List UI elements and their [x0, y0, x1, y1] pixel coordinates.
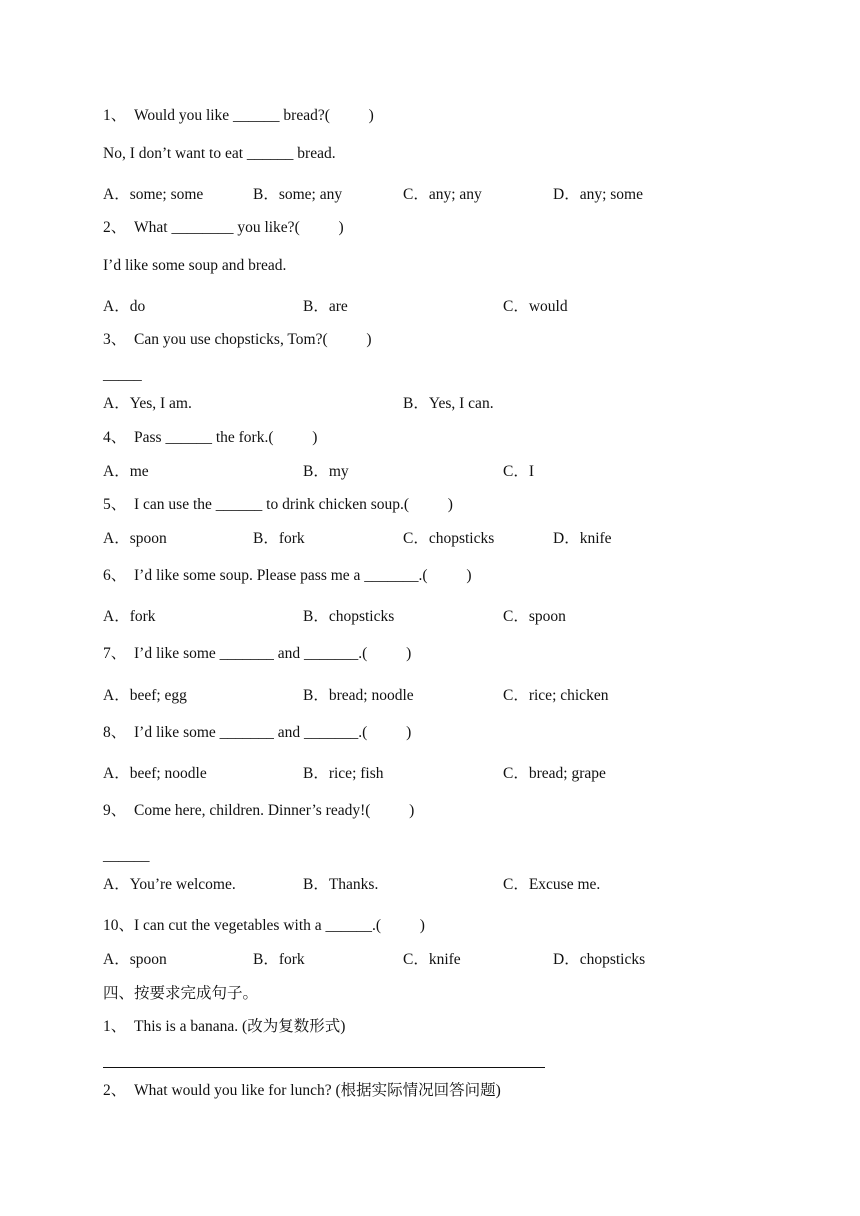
question-5-option-a: A．spoon [103, 530, 167, 547]
question-7-option-b: B．bread; noodle [303, 687, 414, 704]
question-3-option-b: B．Yes, I can. [403, 395, 494, 412]
answer-line[interactable] [103, 1067, 545, 1068]
question-8-option-b: B．rice; fish [303, 765, 384, 782]
question-6-option-b: B．chopsticks [303, 608, 395, 625]
question-7-option-c: C．rice; chicken [503, 687, 609, 704]
question-1-option-b: B．some; any [253, 186, 343, 203]
question-4-stem: 4、 Pass ______ the fork.( ) [103, 429, 318, 446]
question-1-option-a: A．some; some [103, 186, 204, 203]
question-2-option-a: A．do [103, 298, 146, 315]
question-5-stem: 5、 I can use the ______ to drink chicken soup.( ) [103, 496, 453, 513]
question-7-stem: 7、 I’d like some _______ and _______.( ) [103, 645, 412, 662]
question-10-option-b: B．fork [253, 951, 305, 968]
question-10-stem: 10、I can cut the vegetables with a ______.( ) [103, 917, 425, 934]
section-4-heading: 四、按要求完成句子。 [103, 985, 259, 1002]
question-5-option-b: B．fork [253, 530, 305, 547]
question-9-option-a: A．You’re welcome. [103, 876, 236, 893]
question-8-option-a: A．beef; noodle [103, 765, 207, 782]
question-3-stem: 3、 Can you use chopsticks, Tom?( ) [103, 331, 372, 348]
question-2-stem: 2、 What ________ you like?( ) [103, 219, 344, 236]
question-1-option-d: D．any; some [553, 186, 643, 203]
question-5-option-d: D．knife [553, 530, 612, 547]
question-8-option-c: C．bread; grape [503, 765, 606, 782]
question-9-answer-blank: ______ [103, 847, 150, 864]
question-6-option-a: A．fork [103, 608, 156, 625]
question-9-option-c: C．Excuse me. [503, 876, 601, 893]
section-4-item-1: 1、 This is a banana. (改为复数形式) [103, 1018, 346, 1035]
question-10-option-d: D．chopsticks [553, 951, 646, 968]
question-2-option-b: B．are [303, 298, 348, 315]
section-4-item-2: 2、 What would you like for lunch? (根据实际情况回答问题) [103, 1082, 501, 1099]
question-6-option-c: C．spoon [503, 608, 566, 625]
question-10-option-a: A．spoon [103, 951, 167, 968]
question-9-option-b: B．Thanks. [303, 876, 379, 893]
question-2-option-c: C．would [503, 298, 568, 315]
question-2-extra: I’d like some soup and bread. [103, 257, 287, 274]
question-1-option-c: C．any; any [403, 186, 482, 203]
question-5-option-c: C．chopsticks [403, 530, 495, 547]
question-4-option-a: A．me [103, 463, 149, 480]
question-3-answer-blank: _____ [103, 366, 142, 383]
question-3-option-a: A．Yes, I am. [103, 395, 192, 412]
question-1-stem: 1、 Would you like ______ bread?( ) [103, 107, 374, 124]
question-4-option-c: C．I [503, 463, 535, 480]
question-4-option-b: B．my [303, 463, 349, 480]
question-6-stem: 6、 I’d like some soup. Please pass me a _______.( ) [103, 567, 472, 584]
question-9-stem: 9、 Come here, children. Dinner’s ready!( ) [103, 802, 415, 819]
question-7-option-a: A．beef; egg [103, 687, 187, 704]
question-8-stem: 8、 I’d like some _______ and _______.( ) [103, 724, 412, 741]
question-10-option-c: C．knife [403, 951, 461, 968]
question-1-extra: No, I don’t want to eat ______ bread. [103, 145, 336, 162]
